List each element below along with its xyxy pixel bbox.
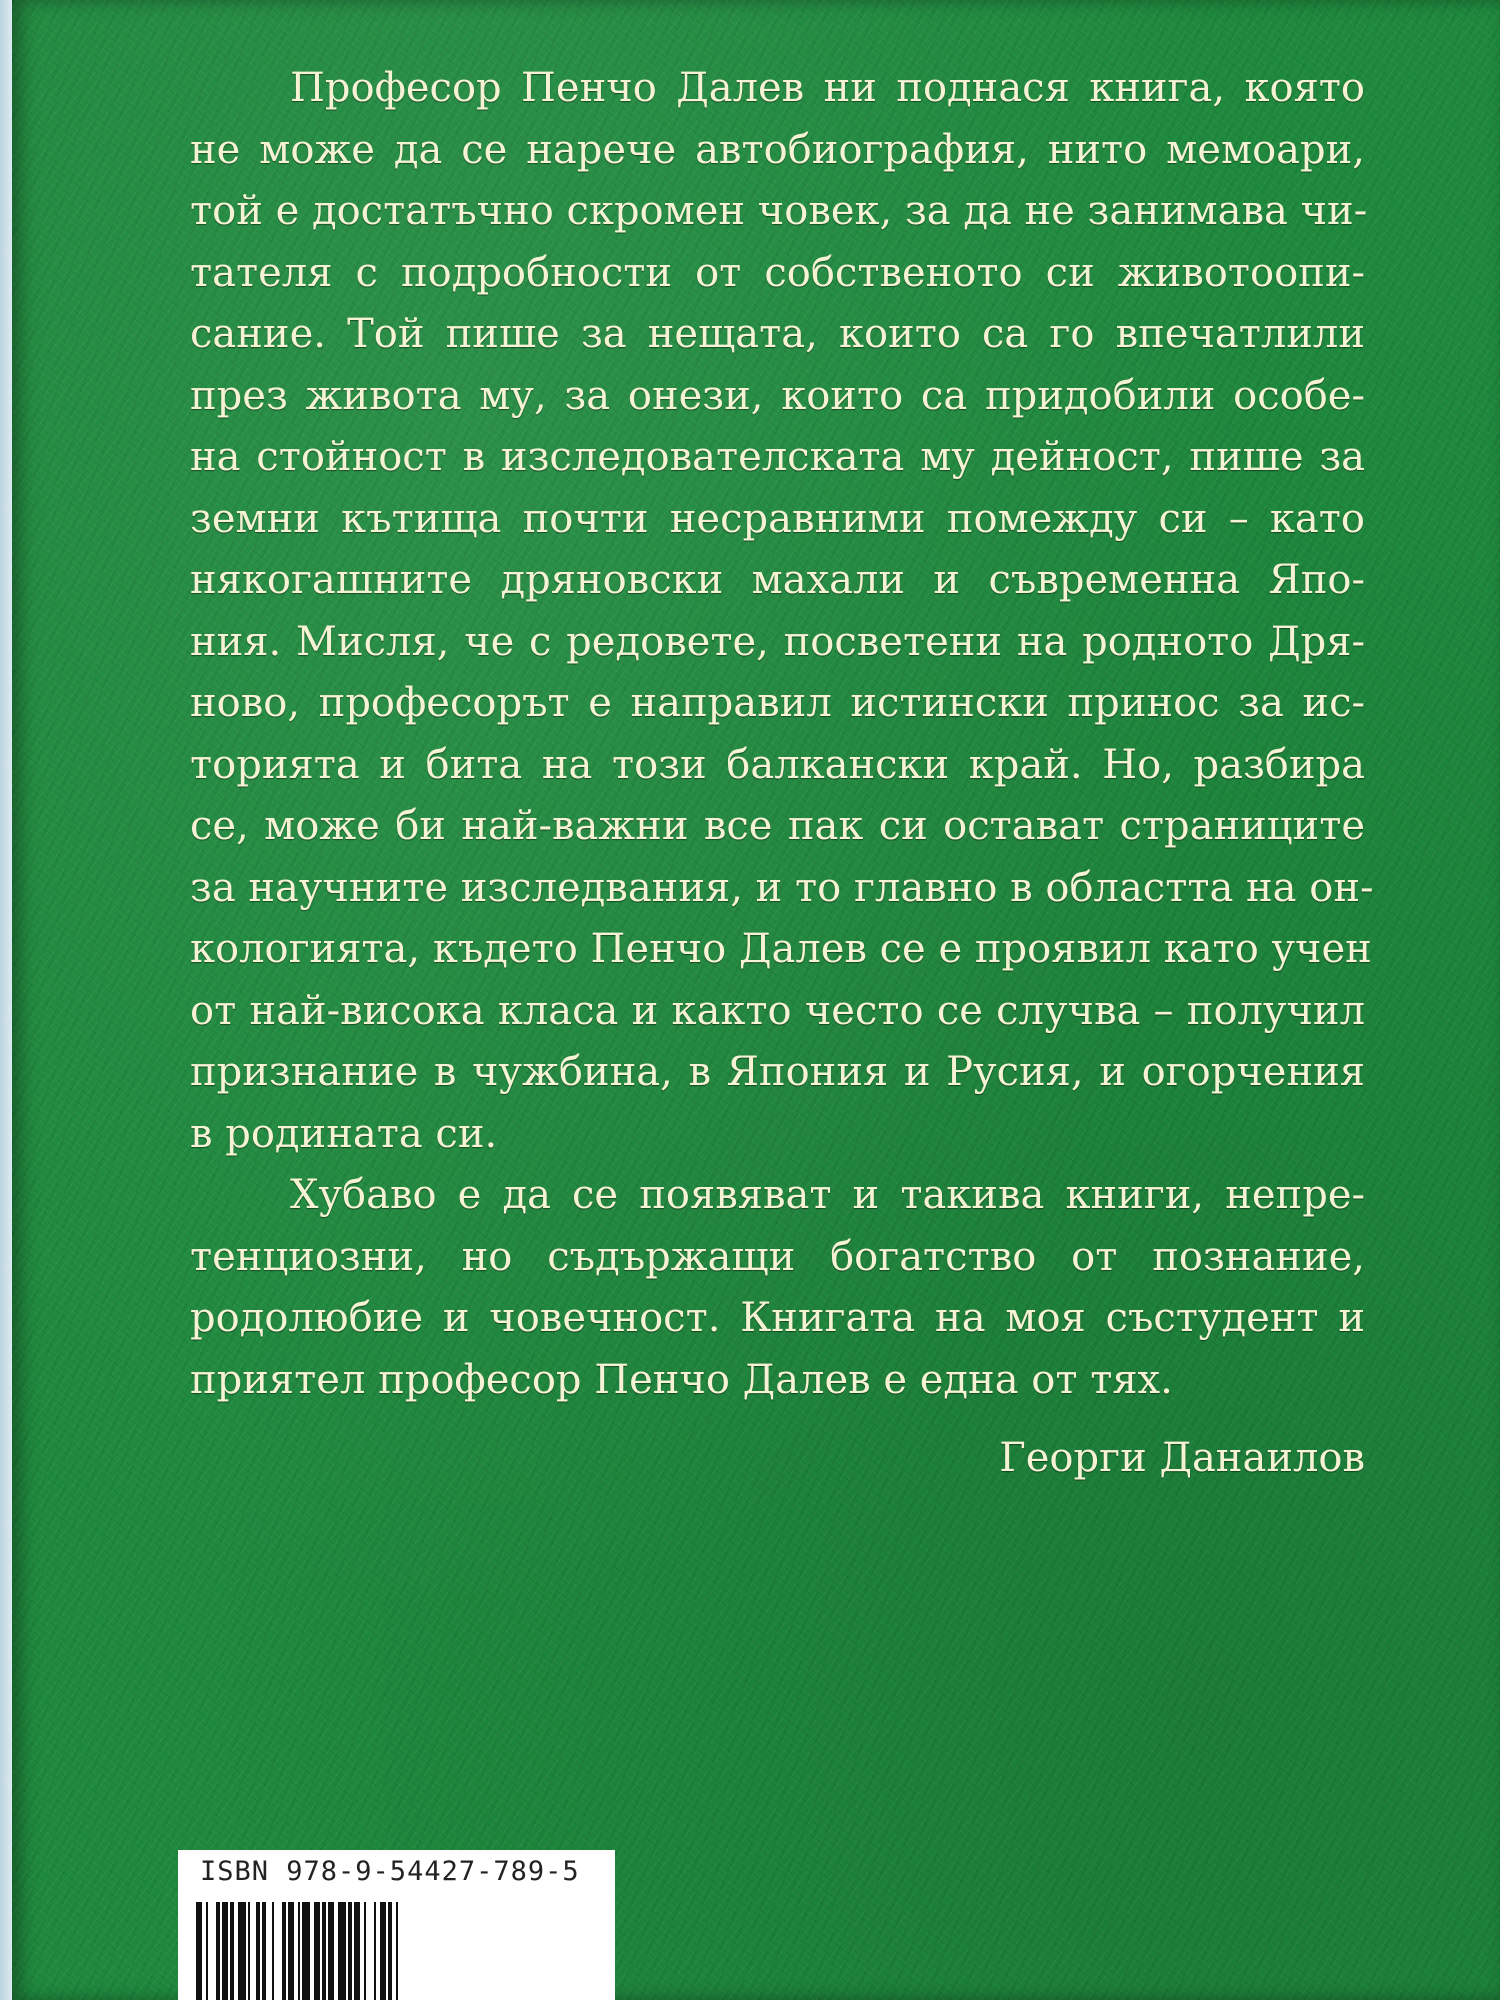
text-line: той е достатъчно скромен човек, за да не занимава чи- — [190, 188, 1368, 234]
text-line: торията и бита на този балкански край. Но, разбира — [190, 741, 1365, 788]
text-line: земни кътища почти несравними помежду си – като — [190, 495, 1365, 542]
text-line: приятел професор Пенчо Далев е една от тях. — [190, 1356, 1173, 1403]
barcode — [196, 1902, 596, 2000]
barcode-bar — [248, 1902, 250, 2000]
barcode-bar — [272, 1902, 274, 2000]
text-line: кологията, където Пенчо Далев се е проявил като учен — [190, 926, 1372, 972]
barcode-bar — [396, 1902, 398, 2000]
text-line: не може да се нарече автобиография, нито мемоари, — [190, 126, 1365, 173]
barcode-bar — [354, 1902, 360, 2000]
barcode-bar — [322, 1902, 326, 2000]
blurb-text — [190, 58, 1374, 1411]
text-line: Хубаво е да се появяват и такива книги, непре- — [290, 1172, 1365, 1218]
barcode-bar — [298, 1902, 300, 2000]
text-line: сание. Той пише за нещата, които са го впечатлили — [190, 311, 1365, 357]
isbn-label — [178, 1850, 615, 2000]
text-line: ния. Мисля, че с редовете, посветени на родното Дря- — [190, 618, 1365, 665]
barcode-bar — [216, 1902, 220, 2000]
barcode-bar — [262, 1902, 266, 2000]
text-line: родолюбие и човечност. Книгата на моя състудент и — [190, 1295, 1365, 1341]
text-line: в родината си. — [190, 1110, 498, 1157]
blurb-paragraph-2 — [190, 1165, 1365, 1411]
barcode-bar — [338, 1902, 346, 2000]
isbn-number: ISBN 978-9-54427-789-5 — [200, 1856, 580, 1887]
barcode-bar — [238, 1902, 246, 2000]
barcode-bar — [256, 1902, 260, 2000]
text-line: за научните изследвания, и то главно в областта на он- — [190, 864, 1374, 911]
barcode-bar — [388, 1902, 392, 2000]
text-line: се, може би най-важни все пак си остават страниците — [190, 803, 1365, 849]
barcode-bar — [196, 1902, 202, 2000]
barcode-bar — [348, 1902, 352, 2000]
barcode-bar — [230, 1902, 234, 2000]
barcode-bar — [222, 1902, 228, 2000]
text-line: признание в чужбина, в Япония и Русия, и огорчения — [190, 1049, 1365, 1095]
barcode-bar — [302, 1902, 310, 2000]
blurb-paragraph-1 — [190, 58, 1374, 1165]
author-signature: Георги Данаилов — [999, 1435, 1365, 1481]
barcode-bar — [206, 1902, 208, 2000]
text-line: от най-висока класа и както често се случва – получил — [190, 987, 1365, 1034]
text-line: през живота му, за онези, които са придобили особе- — [190, 372, 1365, 419]
barcode-bar — [282, 1902, 286, 2000]
barcode-bar — [374, 1902, 376, 2000]
text-line: на стойност в изследователската му дейност, пише за — [190, 434, 1365, 480]
barcode-bar — [314, 1902, 320, 2000]
text-line: някогашните дряновски махали и съвременна Япо- — [190, 557, 1365, 603]
barcode-bar — [288, 1902, 294, 2000]
barcode-bar — [328, 1902, 334, 2000]
text-line: тателя с подробности от собственото си животоопи- — [190, 249, 1365, 296]
text-line: тенциозни, но съдържащи богатство от познание, — [190, 1233, 1365, 1280]
text-line: ново, професорът е направил истински принос за ис- — [190, 680, 1365, 726]
barcode-bar — [364, 1902, 366, 2000]
text-line: Професор Пенчо Далев ни поднася книга, която — [290, 65, 1365, 111]
barcode-bar — [380, 1902, 386, 2000]
